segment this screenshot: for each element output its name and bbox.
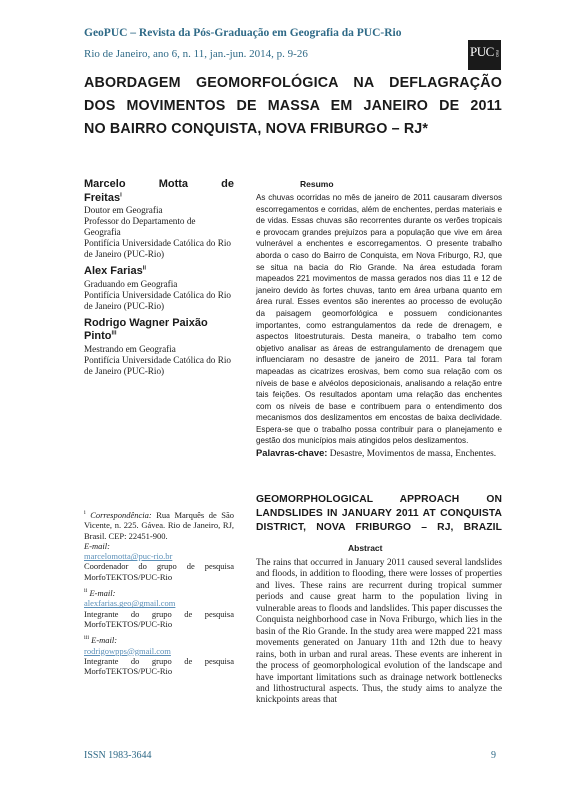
author-affiliation-line: Pontifícia Universidade Católica do Rio de Janeiro (PUC-Rio) xyxy=(84,354,231,376)
footnote-extra: Coordenador do grupo de pesquisa MorfoTEKTOS/PUC-Rio xyxy=(84,561,234,582)
footnote-extra: Integrante do grupo de pesquisa MorfoTEKTOS/PUC-Rio xyxy=(84,608,234,629)
footnote xyxy=(84,510,234,582)
author-name-line: Freitas xyxy=(84,191,121,204)
english-title: GEOMORPHOLOGICAL APPROACH ON LANDSLIDES IN JANUARY 2011 AT CONQUISTA DISTRICT, NOVA FRIBURGO – RJ, BRAZIL xyxy=(256,494,502,533)
footnote xyxy=(84,635,234,676)
issn: ISSN 1983-3644 xyxy=(84,750,152,761)
footnote-email-label: E-mail: xyxy=(91,635,118,646)
puc-rio-logo xyxy=(468,40,501,70)
author-affiliations xyxy=(84,279,234,312)
resumo-heading: Resumo xyxy=(300,179,334,189)
page-number: 9 xyxy=(491,750,496,761)
footnote-email-label: E-mail: xyxy=(84,540,110,551)
author-block xyxy=(84,317,234,377)
footnote-mark: i xyxy=(84,510,86,517)
author-list xyxy=(84,178,234,382)
author-affiliation-line: Pontifícia Universidade Católica do Rio de Janeiro (PUC-Rio) xyxy=(84,238,231,259)
author-affiliations xyxy=(84,205,234,260)
journal-issue: Rio de Janeiro, ano 6, n. 11, jan.-jun. 2014, p. 9-26 xyxy=(84,48,308,60)
abstract-heading: Abstract xyxy=(348,543,383,553)
footnote-mark: iii xyxy=(84,635,90,642)
footnote-email-link[interactable]: marcelomotta@puc-rio.br xyxy=(84,551,173,562)
author-footnote-mark: i xyxy=(120,191,122,198)
author-affiliation-line: Professor do Departamento de Geografia xyxy=(84,216,196,237)
author-footnote-mark: iii xyxy=(111,330,117,337)
author-affiliations xyxy=(84,344,234,377)
abstract-text: The rains that occurred in January 2011 caused several landslides and floods, in addition to flooding, there were losses of properties and lives. These rains are recurrent during tropical summer periods and cause great harm to the population living in vulnerable areas to floods and landslides. This paper discusses the Conquista neighborhood case in Nova Friburgo, which lies in the basin of the Rio Grande. In the study area were mapped 221 mass movements generated on January 11th and 12th due to heavy rains, both in urban and rural areas. These events are inherent in the process of geomorphological evolution of the landscape and have important limitations such as drainage network bottlenecks and lithostructural aspects. Thus, the study aims to analyze the knickpoints areas that xyxy=(256,558,502,706)
article-title-line-2: DOS MOVIMENTOS DE MASSA EM JANEIRO DE 2011 xyxy=(84,98,502,114)
logo-subtext: RIO xyxy=(495,50,500,58)
author-block xyxy=(84,265,234,312)
author-footnote-mark: ii xyxy=(142,265,147,272)
author-affiliation-line: Doutor em Geografia xyxy=(84,205,163,215)
article-title-line-3: NO BAIRRO CONQUISTA, NOVA FRIBURGO – RJ* xyxy=(84,121,429,137)
footnote xyxy=(84,588,234,629)
footnote-email-link[interactable]: alexfarias.geo@gmail.com xyxy=(84,598,176,609)
footnote-email-label: E-mail: xyxy=(89,588,116,599)
footnote-extra: Integrante do grupo de pesquisa MorfoTEKTOS/PUC-Rio xyxy=(84,655,234,677)
keywords-label: Palavras-chave: xyxy=(256,447,328,458)
footnote-mark: ii xyxy=(84,588,88,595)
author-affiliation-line: Mestrando em Geografia xyxy=(84,343,176,354)
logo-text: PUC xyxy=(470,44,494,59)
author-name-text: Alex Farias xyxy=(84,265,143,277)
author-name xyxy=(84,265,234,279)
footnotes xyxy=(84,510,234,682)
author-name xyxy=(84,317,234,344)
author-name-text: Rodrigo Wagner Paixão Pinto xyxy=(84,316,208,342)
author-name xyxy=(84,178,234,205)
article-title xyxy=(84,72,502,141)
footnote-text: Rua Marquês de São Vicente, n. 225. Gávea. Rio de Janeiro, RJ, Brasil. CEP: 22451-900. xyxy=(84,510,234,541)
resumo-text: As chuvas ocorridas no mês de janeiro de 2011 causaram diversos escorregamentos e corridas, além de enchentes, perdas materiais e de vidas. Essas chuvas são recorrentes durante os verões tropicais e provocam grandes prejuízos para a população que vive em área vulnerável a enchentes e escorregamentos. O presente trabalho aborda o caso do Bairro de Conquista, em Nova Friburgo, RJ, que se situa na bacia do Rio Grande. Na área estudada foram mapeados 221 movimentos de massa gerados nos dias 11 e 12 de janeiro devido às fortes chuvas, tanto em área urbana quanto em área rural. Esses eventos são inerentes ao processo de evolução da paisagem geomorfológica e possuem condicionantes importantes, como estrangulamentos da rede de drenagem, e aspectos litoestruturais. Desta maneira, o trabalho tem como objetivo analisar as áreas de estrangulamento de drenagem que influenciaram no desastre de janeiro de 2011. Para tal foram mapeadas as cicatrizes erosivas, bem como sua relação com os níveis de base e alvéolos deposicionais, analisando a relação entre tais feições. Os resultados apontam uma relação das enchentes com os níveis de base e contribuem para o entendimento dos mecanismos dos deslizamentos em encostas de baixa declividade. Espera-se que o trabalho possa contribuir para o planejamento e gestão dos municípios mais atingidos pelos deslizamentos. xyxy=(256,193,502,446)
author-affiliation-line: Pontifícia Universidade Católica do Rio de Janeiro (PUC-Rio) xyxy=(84,289,231,311)
author-name-line: Marcelo Motta de xyxy=(84,178,234,190)
keywords-text: Desastre, Movimentos de massa, Enchentes. xyxy=(329,449,497,459)
journal-title: GeoPUC – Revista da Pós-Graduação em Geografia da PUC-Rio xyxy=(84,27,402,39)
keywords xyxy=(256,447,502,461)
article-title-line-1: ABORDAGEM GEOMORFOLÓGICA NA DEFLAGRAÇÃO xyxy=(84,75,502,91)
footnote-email-link[interactable]: rodrigowpps@gmail.com xyxy=(84,645,171,656)
author-affiliation-line: Graduando em Geografia xyxy=(84,278,178,289)
author-block xyxy=(84,178,234,260)
footnote-label: Correspondência: xyxy=(90,510,152,520)
